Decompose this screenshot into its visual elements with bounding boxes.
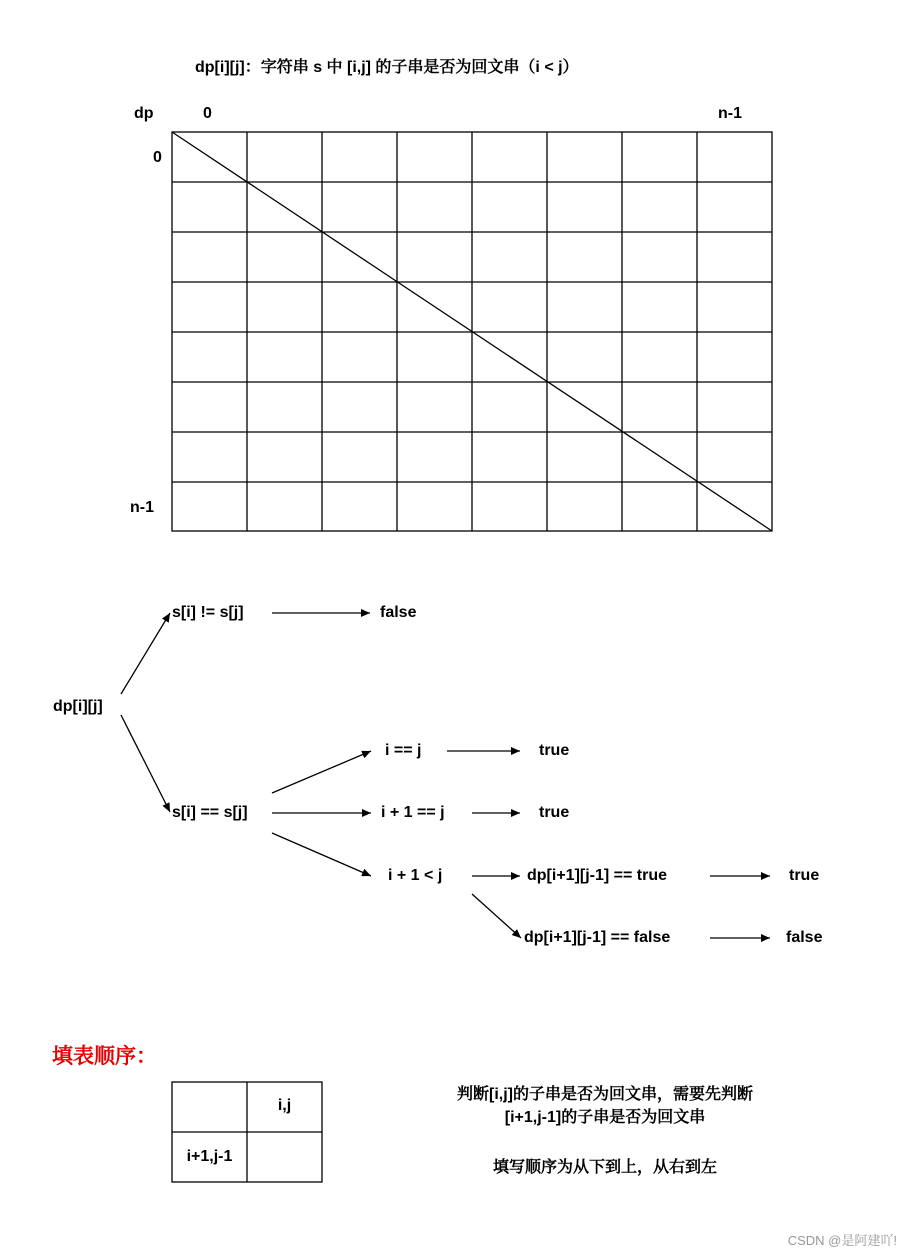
grid-row-start-label: 0 bbox=[153, 149, 162, 166]
arrow-root-to-eq bbox=[121, 715, 170, 812]
arrow-eq-to-case3 bbox=[272, 833, 371, 876]
tree-neq-result: false bbox=[380, 604, 417, 621]
fill-order-cell-target: i,j bbox=[277, 1097, 292, 1114]
tree-case1-condition: i == j bbox=[385, 742, 422, 759]
arrow-eq-to-case1 bbox=[272, 751, 371, 793]
tree-case3-condition: i + 1 < j bbox=[388, 867, 443, 884]
fill-order-note-2: [i+1,j-1]的子串是否为回文串 bbox=[504, 1109, 706, 1126]
tree-root-label: dp[i][j] bbox=[53, 698, 103, 715]
page-title: dp[i][j]：字符串 s 中 [i,j] 的子串是否为回文串（i < j） bbox=[195, 59, 579, 76]
arrow-root-to-neq bbox=[121, 613, 170, 694]
fill-order-note-3: 填写顺序为从下到上，从右到左 bbox=[492, 1159, 717, 1176]
watermark: CSDN @是阿建吖! bbox=[787, 1233, 897, 1248]
fill-order-note-1: 判断[i,j]的子串是否为回文串，需要先判断 bbox=[457, 1086, 753, 1103]
tree-arrows bbox=[121, 613, 770, 938]
tree-subfalse-result: false bbox=[786, 929, 823, 946]
grid-col-end-label: n-1 bbox=[718, 105, 742, 122]
tree-subtrue-condition: dp[i+1][j-1] == true bbox=[527, 867, 668, 884]
arrow-case3-to-subfalse bbox=[472, 894, 521, 938]
dp-grid bbox=[172, 132, 772, 531]
tree-subfalse-condition: dp[i+1][j-1] == false bbox=[524, 929, 671, 946]
tree-eq-condition: s[i] == s[j] bbox=[172, 804, 248, 821]
tree-neq-condition: s[i] != s[j] bbox=[172, 604, 244, 621]
fill-order-title: 填表顺序： bbox=[52, 1045, 157, 1068]
tree-case2-condition: i + 1 == j bbox=[381, 804, 445, 821]
fill-order-cell-dependency: i+1,j-1 bbox=[186, 1148, 233, 1165]
grid-corner-label: dp bbox=[134, 105, 154, 122]
tree-case1-result: true bbox=[539, 742, 570, 759]
grid-row-end-label: n-1 bbox=[130, 499, 154, 516]
grid-col-start-label: 0 bbox=[203, 105, 212, 122]
tree-case2-result: true bbox=[539, 804, 570, 821]
tree-subtrue-result: true bbox=[789, 867, 820, 884]
